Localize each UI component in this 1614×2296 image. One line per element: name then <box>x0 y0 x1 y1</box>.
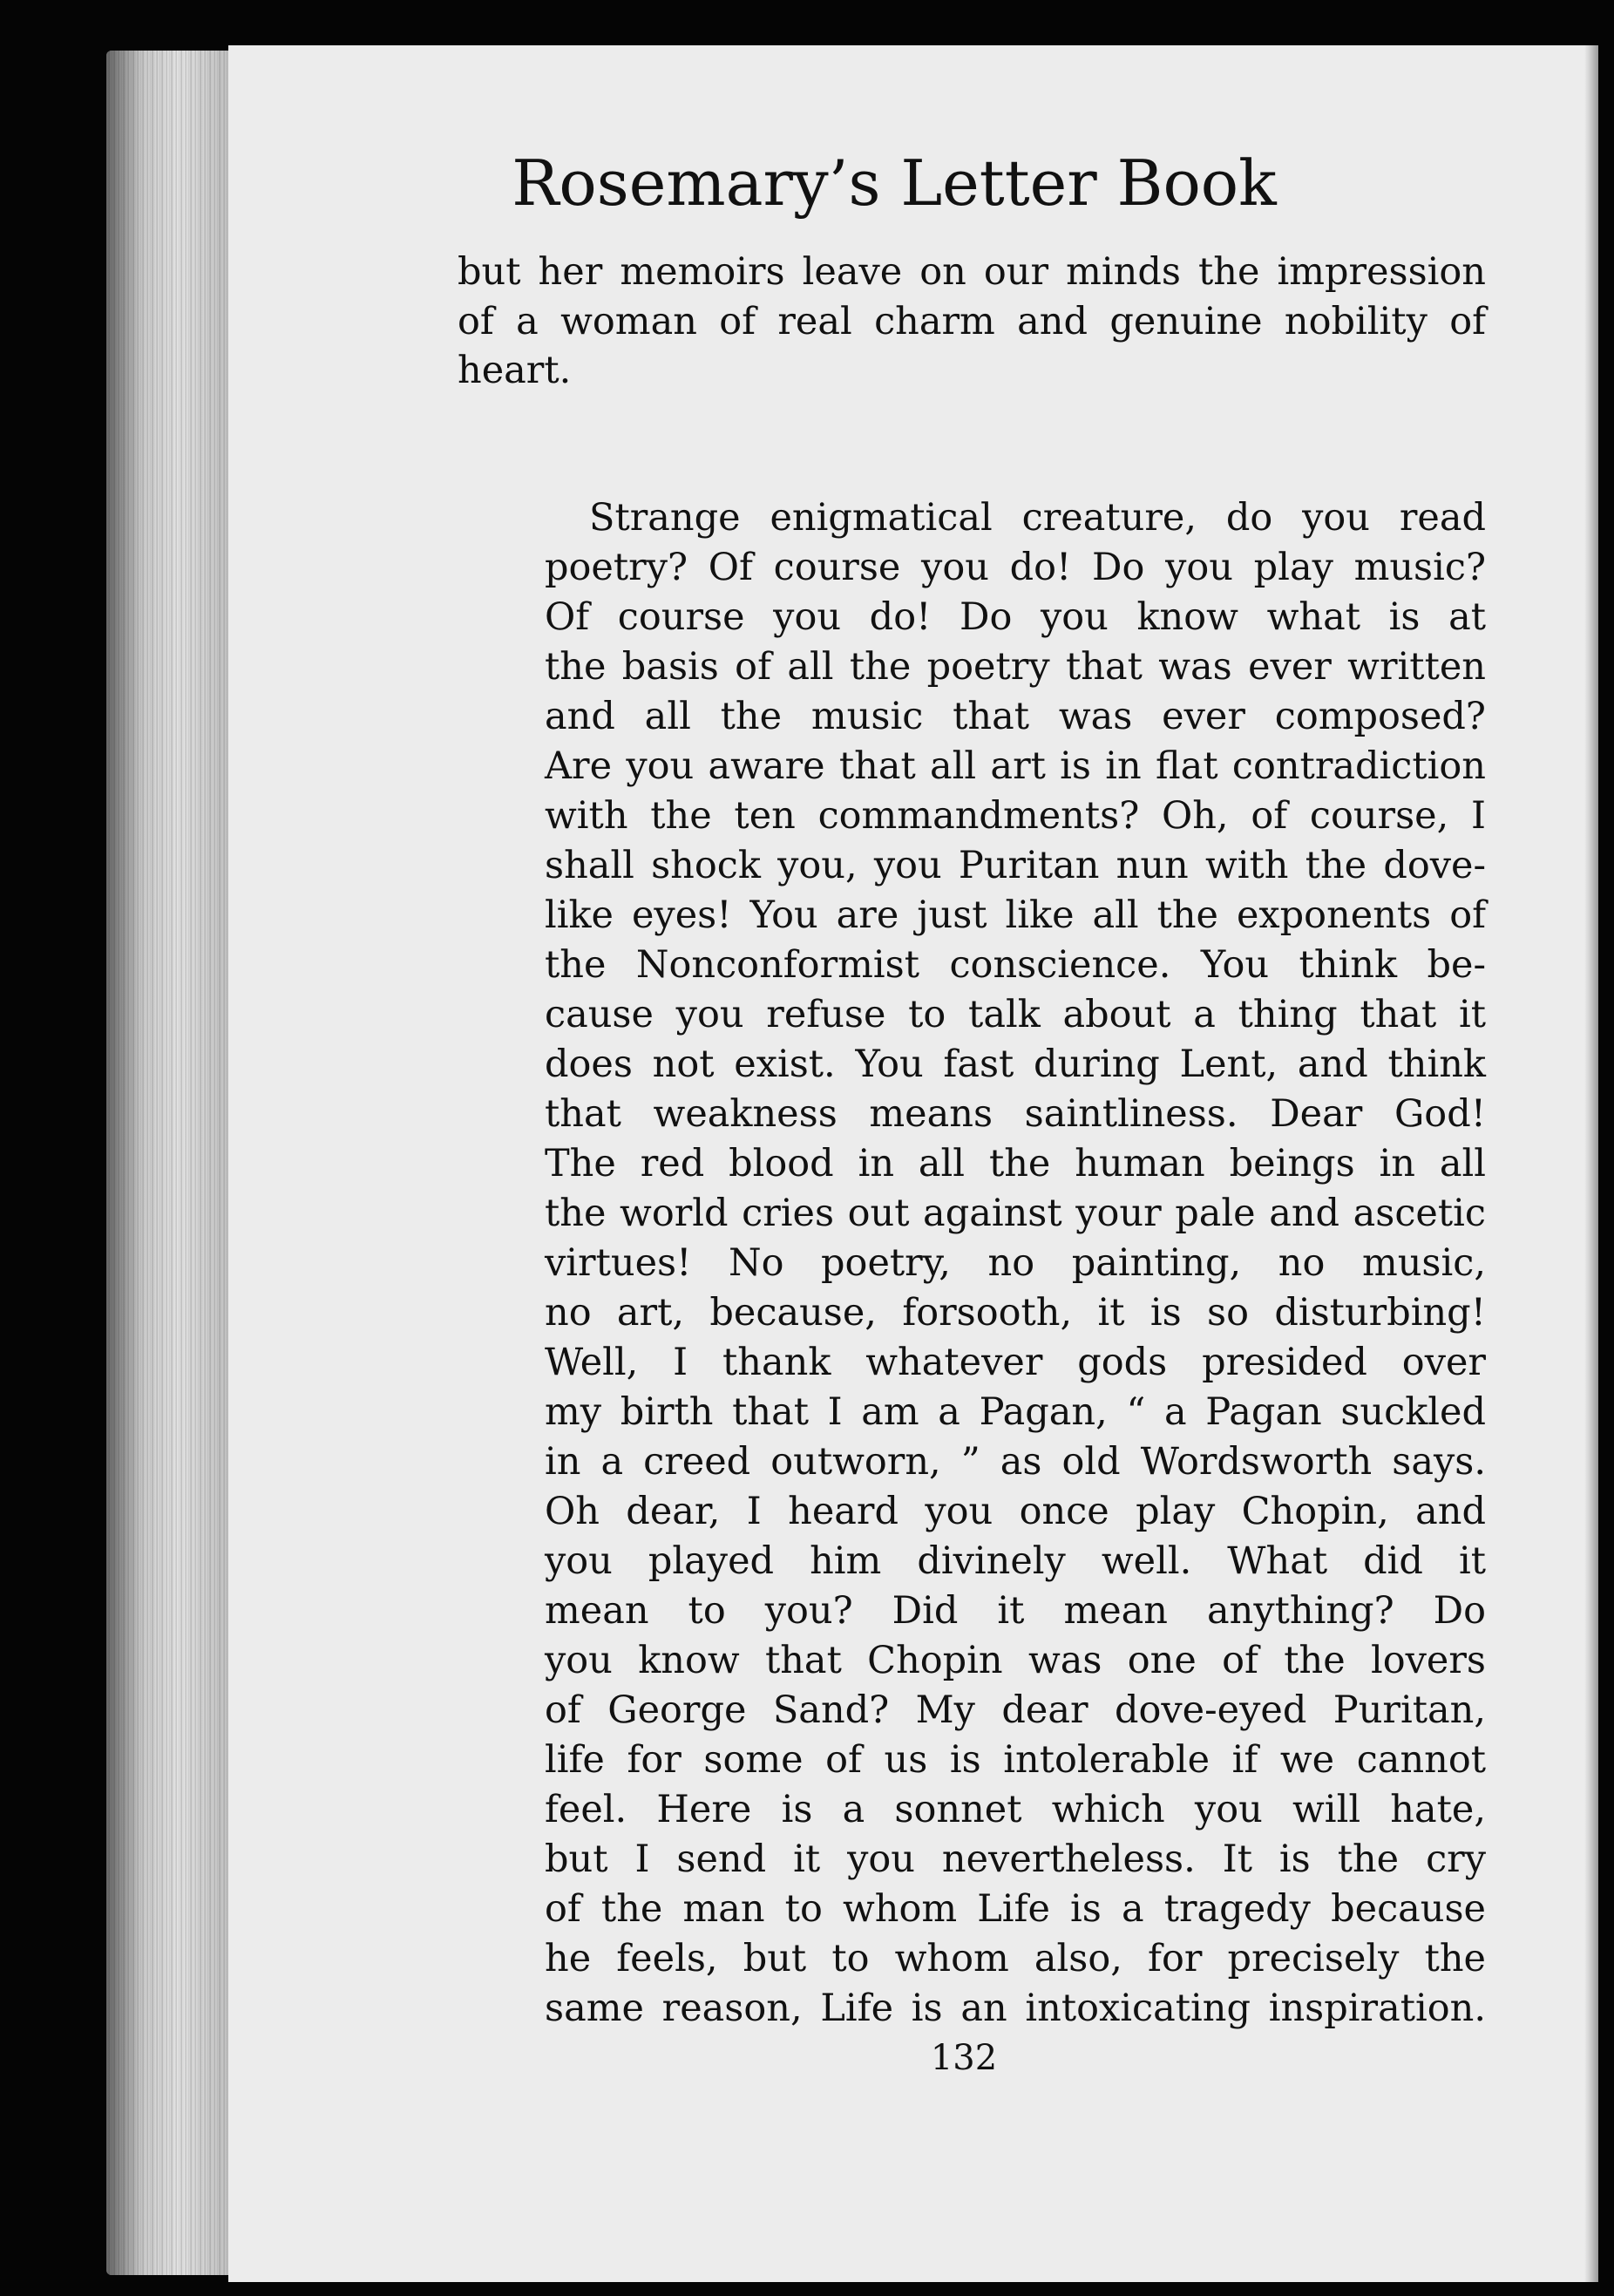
text-line: he feels, but to whom also, for precisely the <box>545 1937 1486 1980</box>
text-line: with the ten commandments? Oh, of course, I <box>545 794 1486 838</box>
text-line: that weakness means saintliness. Dear God! <box>545 1092 1486 1136</box>
text-line: heart. <box>458 349 572 392</box>
text-line: you know that Chopin was one of the lovers <box>545 1639 1486 1682</box>
text-line: feel. Here is a sonnet which you will hate, <box>545 1788 1486 1831</box>
text-line: the world cries out against your pale and ascetic <box>545 1192 1486 1235</box>
page-number: 132 <box>930 2038 998 2078</box>
text-line: does not exist. You fast during Lent, and think <box>545 1043 1486 1086</box>
text-line: poetry? Of course you do! Do you play music? <box>545 546 1486 589</box>
text-line: but her memoirs leave on our minds the impression <box>458 250 1486 294</box>
text-line: Of course you do! Do you know what is at <box>545 595 1486 639</box>
text-line: and all the music that was ever composed? <box>545 695 1486 738</box>
text-line: of George Sand? My dear dove-eyed Puritan, <box>545 1688 1486 1732</box>
text-line: virtues! No poetry, no painting, no music, <box>545 1241 1486 1285</box>
text-line: of the man to whom Life is a tragedy because <box>545 1887 1486 1931</box>
text-line: Oh dear, I heard you once play Chopin, and <box>545 1490 1486 1533</box>
text-line: cause you refuse to talk about a thing that it <box>545 993 1486 1036</box>
text-line: the basis of all the poetry that was ever written <box>545 645 1486 689</box>
text-line: same reason, Life is an intoxicating inspiration. <box>545 1987 1486 2030</box>
text-line: but I send it you nevertheless. It is the cry <box>545 1837 1486 1881</box>
text-line: of a woman of real charm and genuine nobility of <box>458 300 1486 343</box>
text-line: Strange enigmatical creature, do you read <box>589 496 1486 540</box>
text-line: life for some of us is intolerable if we cannot <box>545 1738 1486 1782</box>
text-line: the Nonconformist conscience. You think be- <box>545 943 1486 987</box>
text-line: like eyes! You are just like all the exponents of <box>545 893 1486 937</box>
text-line: Are you aware that all art is in flat contradiction <box>545 744 1486 788</box>
text-line: in a creed outworn, ” as old Wordsworth says. <box>545 1440 1486 1484</box>
text-line: my birth that I am a Pagan, “ a Pagan suckled <box>545 1390 1486 1434</box>
running-header: Rosemary’s Letter Book <box>512 146 1277 220</box>
text-line: shall shock you, you Puritan nun with the dove- <box>545 844 1486 887</box>
text-line: mean to you? Did it mean anything? Do <box>545 1589 1486 1633</box>
text-line: no art, because, forsooth, it is so disturbing! <box>545 1291 1486 1335</box>
text-line: The red blood in all the human beings in all <box>545 1142 1486 1185</box>
text-line: Well, I thank whatever gods presided over <box>545 1341 1486 1384</box>
text-line: you played him divinely well. What did it <box>545 1539 1486 1583</box>
